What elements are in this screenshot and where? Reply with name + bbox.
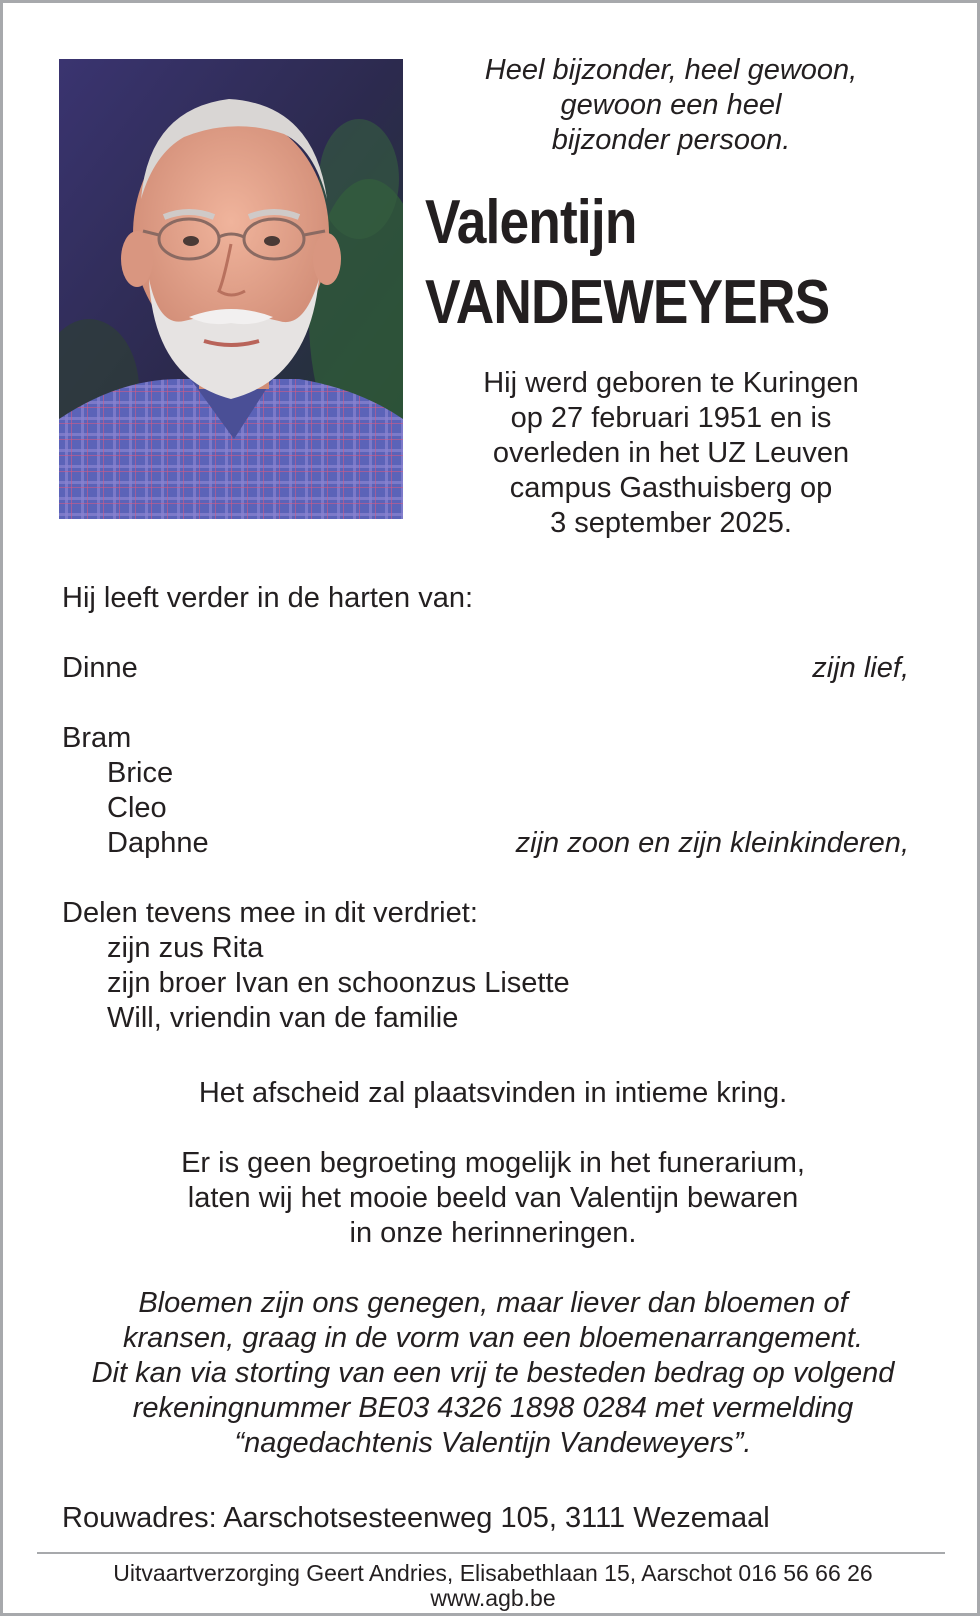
partner-name: Dinne (62, 652, 138, 684)
no-visit-line: laten wij het mooie beeld van Valentijn bewaren (187, 1182, 799, 1214)
last-name: VANDEWEYERS (425, 268, 830, 337)
son-name: Bram (62, 722, 132, 754)
no-visit-notice (43, 1146, 943, 1251)
portrait-photo (59, 59, 403, 519)
grandchild-name: Brice (107, 757, 174, 789)
quote-line: bijzonder persoon. (551, 124, 791, 156)
grandchild-name: Cleo (107, 792, 167, 824)
quote-line: Heel bijzonder, heel gewoon, (484, 54, 858, 86)
flowers-line: Dit kan via storting van een vrij te besteden bedrag op volgend (91, 1357, 895, 1389)
farewell-line: Het afscheid zal plaatsvinden in intieme kring. (198, 1077, 788, 1109)
funeral-home-footer (43, 1561, 943, 1611)
no-visit-line: in onze herinneringen. (349, 1217, 637, 1249)
funeral-home-website[interactable]: www.agb.be (430, 1585, 556, 1611)
grandchild-name: Daphne (107, 827, 209, 859)
flowers-line: rekeningnummer BE03 4326 1898 0284 met vermelding (132, 1392, 854, 1424)
mourners-intro: Hij leeft verder in de harten van: (62, 582, 474, 614)
relative-line: Will, vriendin van de familie (107, 1002, 459, 1034)
relative-line: zijn zus Rita (107, 932, 264, 964)
flowers-line: kransen, graag in de vorm van een bloemenarrangement. (123, 1322, 863, 1354)
flowers-line: “nagedachtenis Valentijn Vandeweyers”. (234, 1427, 752, 1459)
birth-line: 3 september 2025. (550, 507, 792, 539)
mourning-address: Rouwadres: Aarschotsesteenweg 105, 3111 Wezemaal (62, 1502, 770, 1534)
no-visit-line: Er is geen begroeting mogelijk in het funerarium, (181, 1147, 805, 1179)
flowers-line: Bloemen zijn ons genegen, maar liever dan bloemen of (138, 1287, 848, 1319)
birth-line: Hij werd geboren te Kuringen (483, 367, 859, 399)
relative-line: zijn broer Ivan en schoonzus Lisette (107, 967, 570, 999)
farewell-notice (43, 1076, 943, 1111)
funeral-home-info: Uitvaartverzorging Geert Andries, Elisabethlaan 15, Aarschot 016 56 66 26 (113, 1560, 873, 1586)
children-relation: zijn zoon en zijn kleinkinderen, (515, 827, 909, 859)
opening-quote (421, 53, 921, 158)
footer-divider (37, 1552, 945, 1554)
birth-line: campus Gasthuisberg op (509, 472, 833, 504)
first-name: Valentijn (425, 188, 637, 257)
birth-line: op 27 februari 1951 en is (510, 402, 832, 434)
partner-relation: zijn lief, (812, 652, 909, 684)
birth-line: overleden in het UZ Leuven (492, 437, 850, 469)
deceased-name (425, 183, 829, 343)
also-sharing-heading: Delen tevens mee in dit verdriet: (62, 897, 478, 929)
quote-line: gewoon een heel (560, 89, 782, 121)
flowers-notice (43, 1286, 943, 1461)
birth-death-text (421, 366, 921, 541)
